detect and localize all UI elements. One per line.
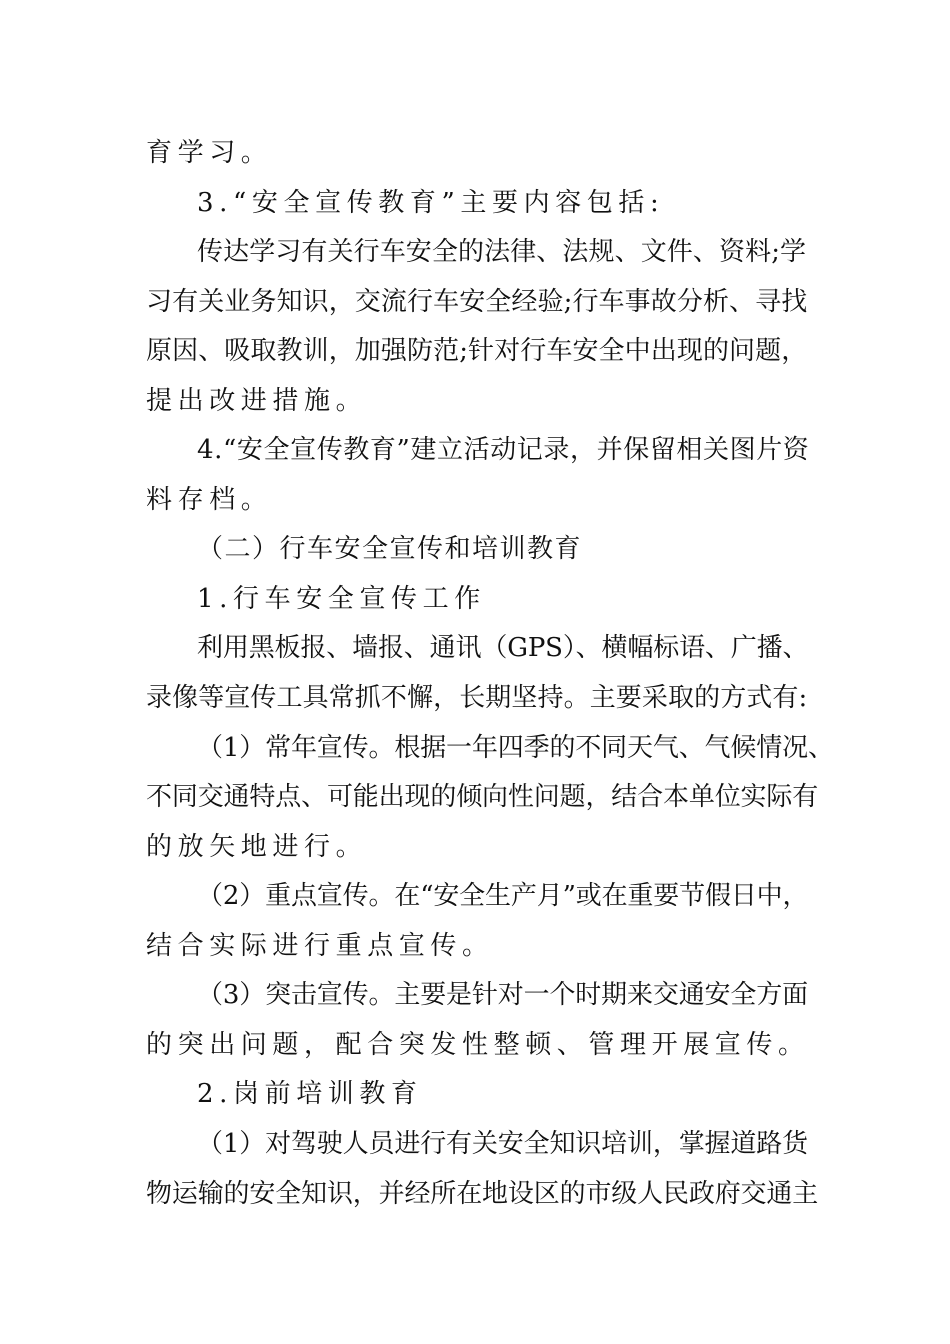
subsection-heading-2: 2.岗前培训教育	[197, 1079, 423, 1109]
item-4-heading: 4.“安全宣传教育”建立活动记录，并保留相关图片资	[197, 435, 810, 465]
paragraph-line: （3）突击宣传。主要是针对一个时期来交通安全方面	[197, 980, 808, 1010]
paragraph-line: 提出改进措施。	[146, 386, 368, 416]
paragraph-line: 录像等宣传工具常抓不懈，长期坚持。主要采取的方式有:	[146, 683, 808, 713]
paragraph-line: 料存档。	[146, 485, 273, 515]
paragraph-line: 的突出问题，配合突发性整顿、管理开展宣传。	[146, 1030, 810, 1060]
paragraph-line: 传达学习有关行车安全的法律、法规、文件、资料;学	[197, 237, 807, 267]
paragraph-line: 利用黑板报、墙报、通讯（GPS）、横幅标语、广播、	[197, 633, 809, 663]
paragraph-line: 原因、吸取教训，加强防范;针对行车安全中出现的问题，	[146, 336, 808, 366]
item-3-heading: 3.“安全宣传教育”主要内容包括:	[197, 188, 665, 218]
paragraph-line: 结合实际进行重点宣传。	[146, 931, 494, 961]
paragraph-line: 习有关业务知识，交流行车安全经验;行车事故分析、寻找	[146, 287, 808, 317]
section-heading: （二）行车安全宣传和培训教育	[197, 534, 583, 564]
paragraph-line: 的放矢地进行。	[146, 832, 368, 862]
paragraph-line: （1）常年宣传。根据一年四季的不同天气、气候情况、	[197, 733, 834, 763]
paragraph-line: （2）重点宣传。在“安全生产月”或在重要节假日中，	[197, 881, 809, 911]
paragraph-line: 育学习。	[146, 138, 273, 168]
paragraph-line: 物运输的安全知识，并经所在地设区的市级人民政府交通主	[146, 1179, 819, 1209]
paragraph-line: （1）对驾驶人员进行有关安全知识培训，掌握道路货	[197, 1129, 808, 1159]
paragraph-line: 不同交通特点、可能出现的倾向性问题，结合本单位实际有	[146, 782, 819, 812]
subsection-heading-1: 1.行车安全宣传工作	[197, 584, 486, 614]
